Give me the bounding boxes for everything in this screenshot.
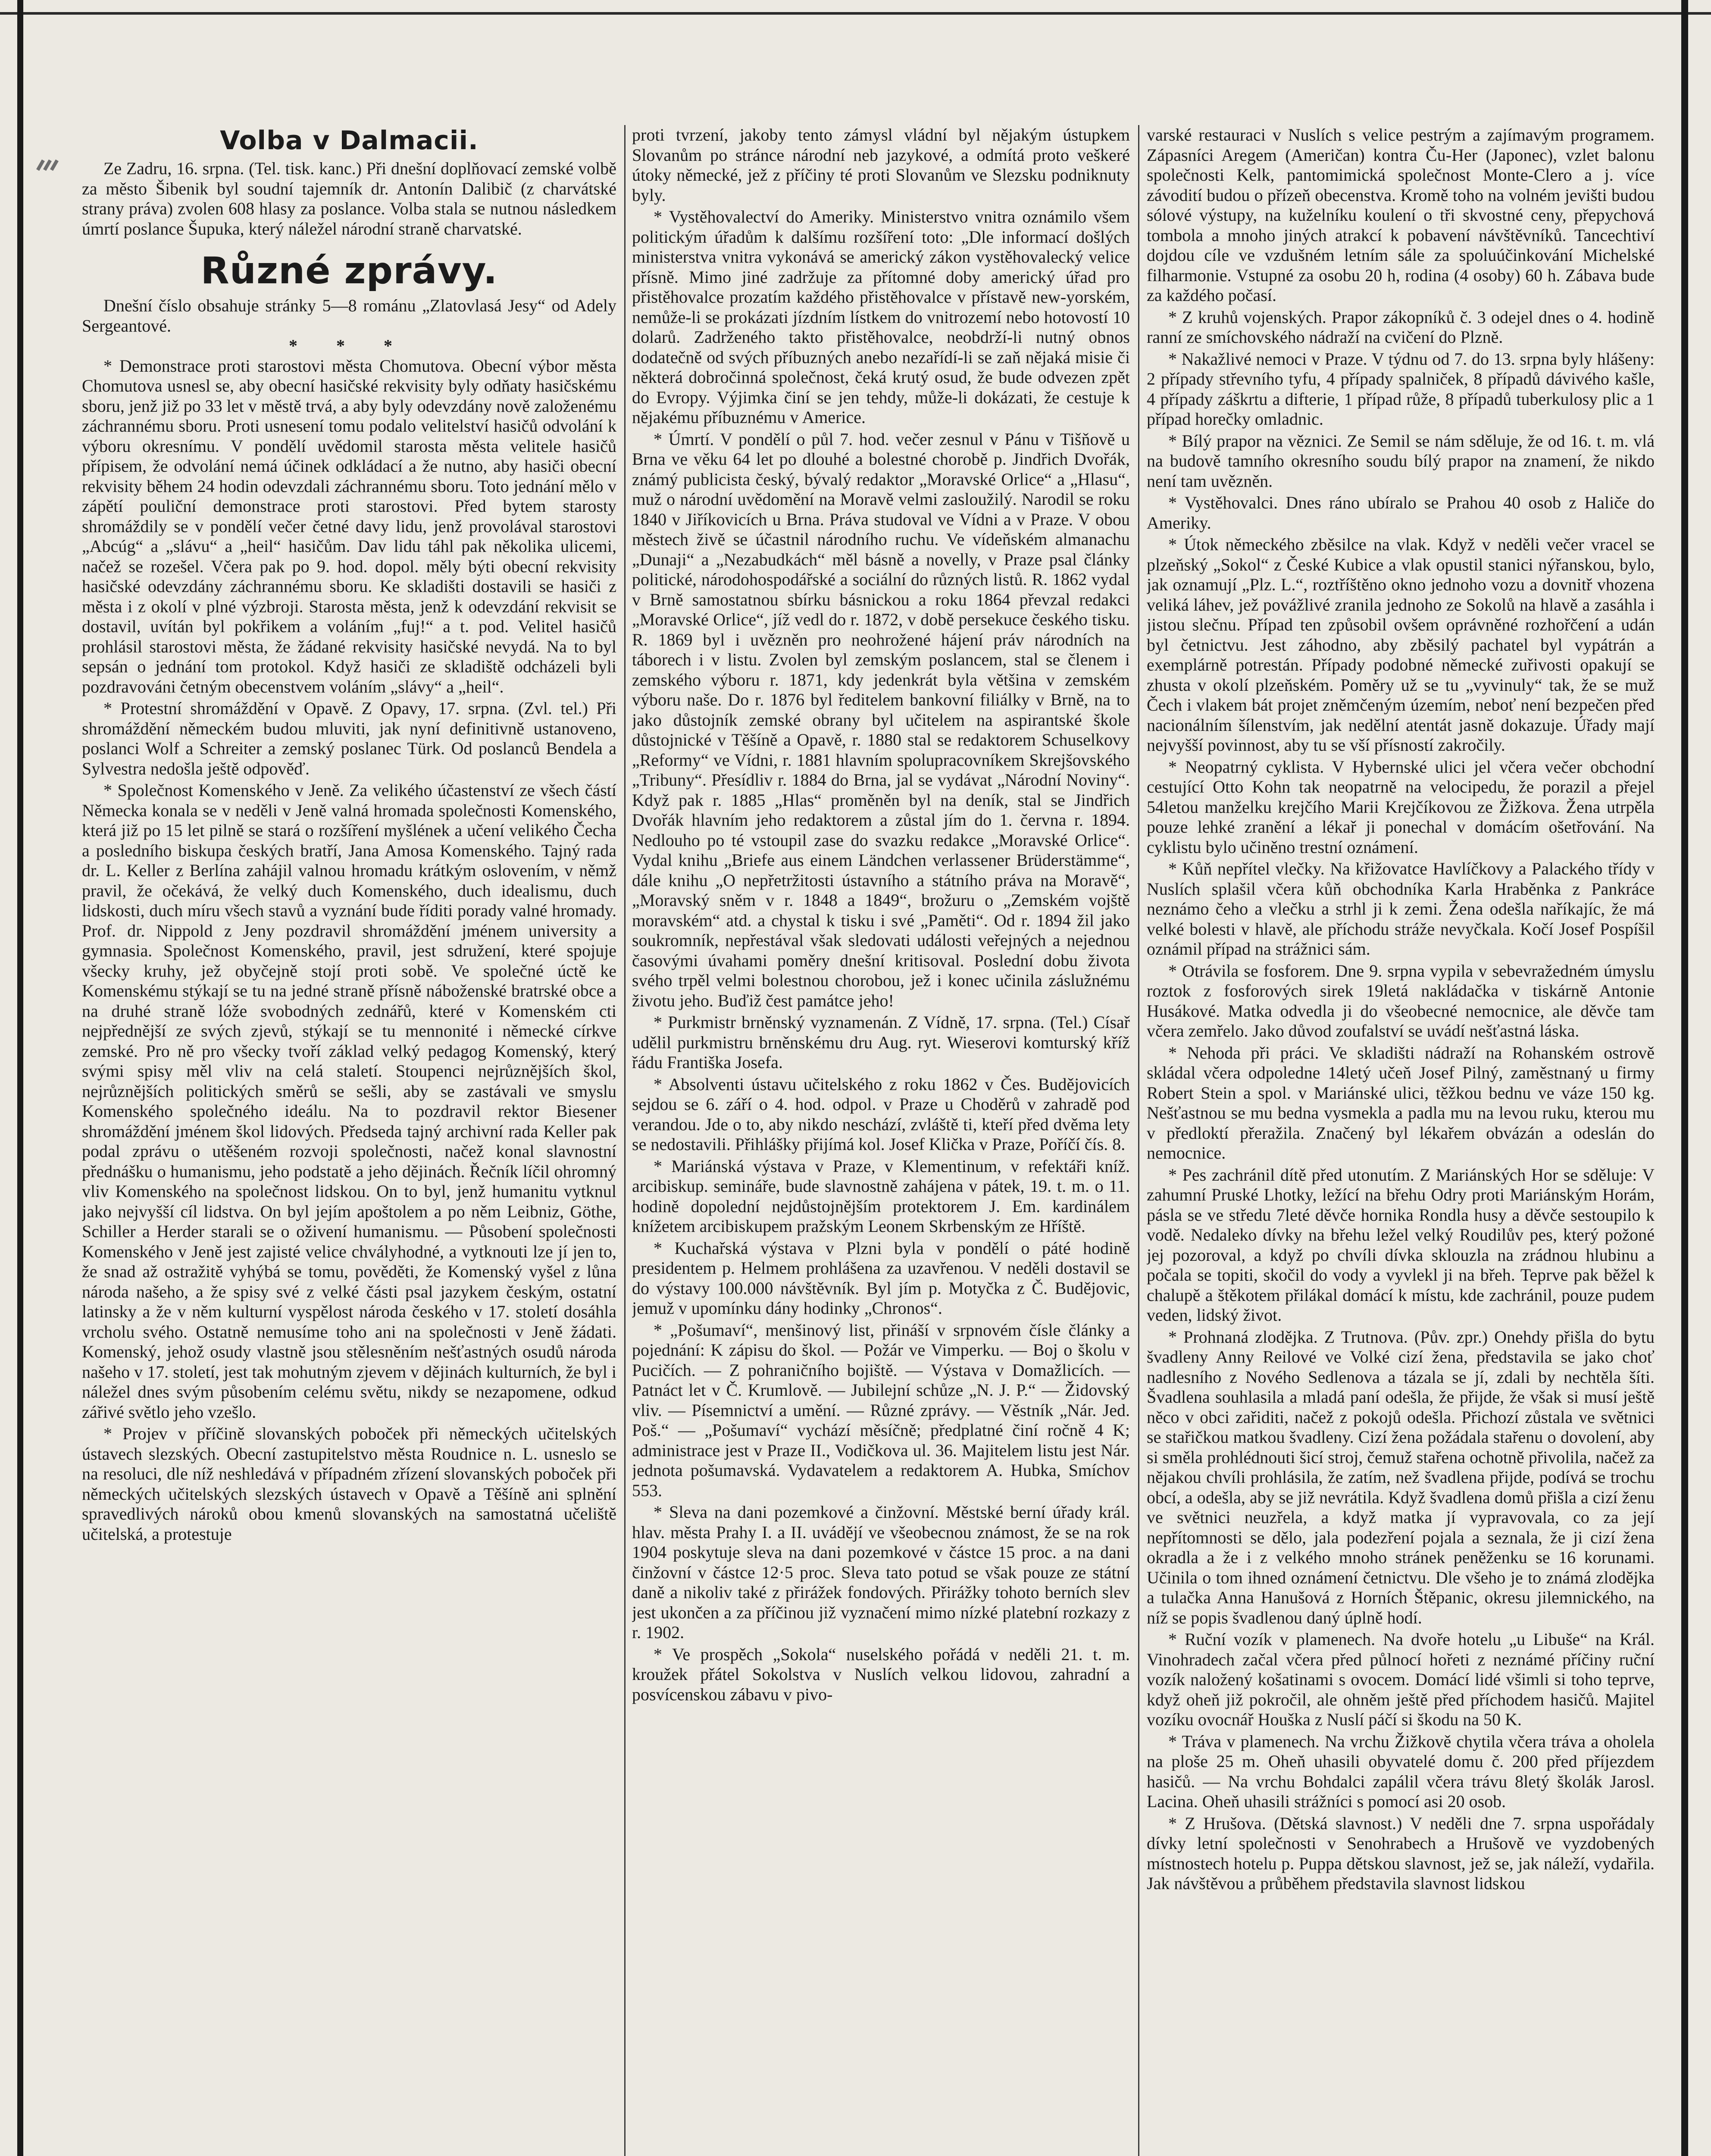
article-vystehovalci: * Vystěhovalci. Dnes ráno ubíralo se Prahou 40 osob z Haliče do Ameriky. bbox=[1147, 493, 1655, 533]
article-nehoda-pri-praci: * Nehoda při práci. Ve skladišti nádraží na Rohanském ostrově skládal včera odpoledne 14letý učeň Josef Pilný, zaměstnaný u firmy Robert Stein a spol. v Mariánské ulici, těžkou bednu ve váze 150 kg. Nešťastnou se mu bedna vysmekla a padla mu na levou ruku, kterou mu v předloktí přeražila. Značený byl lékařem obvázán a odeslán do nemocnice. bbox=[1147, 1043, 1655, 1163]
article-rucni-vozik: * Ruční vozík v plamenech. Na dvoře hotelu „u Libuše“ na Král. Vinohradech začal včera před půlnocí hořeti z neznámé příčiny ruční vozík naložený košatinami s ovocem. Domácí lidé všimli si toho teprve, když oheň již pokročil, ale ohněm ještě před příchodem hasičů. Majitel vozíku ovocnář Houška z Nuslí páčí si škodu na 50 K. bbox=[1147, 1630, 1655, 1729]
article-komensky-jena: * Společnost Komenského v Jeně. Za velikého účastenství ze všech částí Německa konala se v neděli v Jeně valná hromada společnosti Komenského, která již po 15 let pilně se stará o rozšíření myšlének a učení velikého Čecha a posledního biskupa českých bratří, Jana Amosa Komenského. Tajný rada dr. L. Keller z Berlína zahájil valnou hromadu krátkým oslovením, v němž pravil, že očekává, že velký duch Komenského, duch idealismu, duch lidskosti, duch míru všech stavů a vyznání bude říditi porady valné hromady. Prof. dr. Nippold z Jeny pozdravil shromáždění jménem university a gymnasia. Společnost Komenského, pravil, jest sdružení, které spojuje všecky kruhy, jež obyčejně stojí proti sobě. Ve společné úctě ke Komenskému stýkají se tu na jedné straně přísně náboženské bratrské obce a na druhé straně lóže svobodných zednářů, které v Komenském cti nejpřednější ze svých zjevů, stýkají se tu mennonité i německé církve zemské. Pro ně pro všecky tvoří základ velký pedagog Komenský, který svými spisy měl vliv na celá staletí. Stoupenci nejrůznějších škol, nejrůznějších politických směrů se sešli, aby se zastávali ve smyslu Komenského společného ideálu. Na to pozdravil rektor Biesener shromáždění jménem škol lidových. Předseda tajný archivní rada Keller pak podal zprávu o utěšeném rozvoji společnosti, načež konal slavnostní přednášku o humanismu, jeho podstatě a jeho dějinách. Řečník líčil ohromný vliv Komenského na společnost lidskou. On to byl, jenž humanitu vytknul jako nejvyšší cíl lidstva. On byl jejím apoštolem a po něm Leibniz, Göthe, Schiller a Herder starali se o oživení humanismu. — Působení společnosti Komenského v Jeně jest zajisté velice chvályhodné, a vytknouti lze jí jen to, že snad až ostražitě vyhýbá se tomu, pověděti, že Komenský vyšel z lůna národa našeho, a že spisy své z velké části psal jazykem českým, ostatní latinsky a že v něm kulturní vyspělost národa českého v 17. století dosáhla vrcholu svého. Ostatně nemusíme toho ani na společnosti v Jeně žádati. Komenský, jehož osudy vlastně jsou stělesněním nešťastných osudů národa našeho v 17. století, jest tak mohutným zjevem v dějinách kulturních, že byl i náležel dnes svým působením celému světu, nikdy se nezapomene, odkud zářivé světlo jeho vzešlo. bbox=[82, 780, 616, 1422]
article-sleva-na-dani: * Sleva na dani pozemkové a činžovní. Městské berní úřady král. hlav. města Prahy I. a II. uvádějí ve všeobecnou známost, že se na rok 1904 poskytuje sleva na dani pozemkové v částce 15 proc. a na dani činžovní v částce 12·5 proc. Sleva tato potud se však pouze ze státní daně a nikoliv také z přirážek fondových. Přirážky tohoto berních slev jest ukončen a za příčinou již vyznačení mimo nízké platební rozkazy z r. 1902. bbox=[632, 1502, 1130, 1642]
article-umrti: * Úmrtí. V pondělí o půl 7. hod. večer zesnul v Pánu v Tišňově u Brna ve věku 64 let po dlouhé a bolestné chorobě p. Jindřich Dvořák, známý publicista český, bývalý redaktor „Moravské Orlice“ a „Hlasu“, muž o národní uvědomění na Moravě velmi zasloužilý. Narodil se roku 1840 v Jiříkovicích u Brna. Práva studoval ve Vídni a v Praze. V obou městech živě se účastnil národního ruchu. Ve vídeňském almanachu „Dunaji“ a „Nezabudkách“ měl básně a novelly, v Praze psal články politické, národohospodářské a sociální do různých listů. R. 1862 vydal v Brně samostatnou sbírku básnickou a roku 1864 převzal redakci „Moravské Orlice“, jíž vedl do r. 1872, v době persekuce českého tisku. R. 1869 byl i uvězněn pro neohrožené hájení práv národních na táborech i v listu. Zvolen byl zemským poslancem, stal se členem i zemského výboru r. 1871, kdy jedenkrát byla většina v zemském výboru naše. Do r. 1876 byl ředitelem bankovní filiálky v Brně, na to jako důstojník zemské obrany byl učitelem na aspirantské škole důstojnické v Těšíně a Opavě, r. 1880 stal se redaktorem Schuselkovy „Reformy“ ve Vídni, r. 1881 hlavním spolupracovníkem Skrejšovského „Tribuny“. Přesídliv r. 1884 do Brna, jal se vydávat „Národní Noviny“. Když pak r. 1885 „Hlas“ proměněn byl na deník, stal se Jindřich Dvořák hlavním jeho redaktorem a zůstal jím do 1. června r. 1894. Nedlouho po té vstoupil zase do svazku redakce „Moravské Orlice“. Vydal knihu „Briefe aus einem Ländchen verlassener Brüderstämme“, dále knihu „O nepřetržitosti ústavního a státního práva na Moravě“, „Moravský sněm v r. 1848 a 1849“, brožuru o „Zemském vojště moravském“ atd. a chystal k tisku i své „Paměti“. Od r. 1894 žil jako soukromník, nepřestával však sledovati události veřejných a nejednou časovými úvahami poměry dnešní kritisoval. Poslední dobu života svého trpěl velmi bolestnou chorobou, jež i konec učinila záslužnému životu jeho. Buďiž čest památce jeho! bbox=[632, 429, 1130, 1010]
article-nakazlive-nemoci: * Nakažlivé nemoci v Praze. V týdnu od 7. do 13. srpna byly hlášeny: 2 případy střevního tyfu, 4 případy spalniček, 8 případů dávivého kašle, 4 případy záškrtu a difterie, 1 případ růže, 8 případů tuberkulosy plic a 1 případ horečky omladnic. bbox=[1147, 349, 1655, 429]
article-hrusov: * Z Hrušova. (Dětská slavnost.) V neděli dne 7. srpna uspořádaly dívky letní společnosti v Senohrabech a Hrušově ve vyzdobených místnostech hotelu p. Puppa dětskou slavnost, jež se, jak náleží, vydařila. Jak návštěvou a průběhem představila slavnost lidskou bbox=[1147, 1813, 1655, 1893]
article-sokol-nusle: * Ve prospěch „Sokola“ nuselského pořádá v neděli 21. t. m. kroužek přátel Sokolstva v Nuslích velkou lidovou, zahradní a posvícenskou zábavu v pivo- bbox=[632, 1644, 1130, 1704]
article-kucharska-vystava: * Kuchařská výstava v Plzni byla v pondělí o páté hodině presidentem p. Helmem prohlášena za uzavřenou. V neděli dostavil se do výstavy 100.000 návštěvník. Byl jím p. Motyčka z Č. Budějovic, jemuž v upomínku dány hodinky „Chronos“. bbox=[632, 1238, 1130, 1318]
column-divider bbox=[624, 125, 626, 2156]
article-kruhy-vojenske: * Z kruhů vojenských. Prapor zákopníků č. 3 odejel dnes o 4. hodině ranní ze smíchovského nádraží na cvičení do Plzně. bbox=[1147, 307, 1655, 347]
article-opava: * Protestní shromáždění v Opavě. Z Opavy, 17. srpna. (Zvl. tel.) Při shromáždění německém budou mluviti, jak nyní definitivně ustanoveno, poslanci Wolf a Schreiter a zemský poslanec Türk. Od poslanců Bendela a Sylvestra nedošla ještě odpověď. bbox=[82, 699, 616, 778]
article-vystehovalectvi: * Vystěhovalectví do Ameriky. Ministerstvo vnitra oznámilo všem politickým úřadům k dalšímu rozšíření toto: „Dle informací došlých ministerstva vnitra vykonává se americký zákon vystěhovalecký velice přísně. Mimo jiné zadržuje za přítomné doby americký úřad pro přistěhovalce prozatím každého přistěhovalce v přístavě new-yorském, nemůže-li se prokázati jízdním lístkem do vnitrozemí nebo hotovostí 10 dolarů. Zadrženého takto přistěhovalce, neobdrží-li nutný obnos dodatečně od svých příbuzných anebo nezařídí-li se zaň nějaká misie či některá dobročinná společnost, čeká krutý osud, že bude odvezen zpět do Evropy. Výjimka činí se jen tehdy, může-li dokázati, že cestuje k nějakému příbuznému v Americe. bbox=[632, 207, 1130, 427]
section-separator-stars: * * * bbox=[289, 336, 410, 355]
article-slovanske-pobocky: * Projev v příčině slovanských poboček při německých učitelských ústavech slezských. Obecní zastupitelstvo města Roudnice n. L. usneslo se na resoluci, dle níž neshledává v případném zřízení slovanských poboček při německých učitelských slezských ústavech v Opavě a Těšíně ani splnění spravedlivých nároků obou kmenů slovanských na samostatná učeliště učitelská, a protestuje bbox=[82, 1424, 616, 1544]
article-marianska-vystava: * Mariánská výstava v Praze, v Klementinum, v refektáři kníž. arcibiskup. semináře, bude slavnostně zahájena v pátek, 19. t. m. o 11. hodině dopolední nejdůstojnějším protektorem J. Em. kardinálem knížetem arcibiskupem pražským Leonem Skrbenským ze Hříště. bbox=[632, 1156, 1130, 1236]
section-title-ruzne-zpravy: Různé zprávy. bbox=[200, 249, 498, 292]
article-cyklista: * Neopatrný cyklista. V Hybernské ulici jel včera večer obchodní cestující Otto Kohn tak neopatrně na velocipedu, že porazil a přejel 54letou manželku krejčího Marii Krejčíkovou ze Žižkova. Žena utrpěla pouze lehké zranění a lékař ji ponechal v domácím ošetřování. Na cyklistu bylo učiněno trestní oznámení. bbox=[1147, 757, 1655, 857]
top-rule bbox=[0, 12, 1711, 15]
article-volba: Ze Zadru, 16. srpna. (Tel. tisk. kanc.) Při dnešní doplňovací zemské volbě za město Šibenik byl soudní tajemník dr. Antonín Dalibič (z charvátské strany práva) zvolen 608 hlasy za poslance. Volba stala se nutnou následkem úmrtí poslance Šupuka, který náležel národní straně charvatské. bbox=[82, 159, 616, 238]
article-trava: * Tráva v plamenech. Na vrchu Žižkově chytila včera tráva a oholela na ploše 25 m. Oheň uhasili obyvatelé domu č. 200 před příjezdem hasičů. — Na vrchu Bohdalci zapálil včera trávu 8letý školák Jarosl. Lacina. Oheň uhasili strážníci s pomocí asi 20 osob. bbox=[1147, 1731, 1655, 1811]
column-3 bbox=[1147, 125, 1655, 2156]
article-pes-zachranil: * Pes zachránil dítě před utonutím. Z Mariánských Hor se sděluje: V zahumní Pruské Lhotky, ležící na břehu Odry proti Mariánským Horám, pásla se ve středu 7leté děvče hornika Rondla husy a děvče sestoupilo k vodě. Nedaleko dívky na břehu ležel velký Roudilův pes, který požoné jej pozoroval, a když po chvíli dívka sklouzla na zrádnou hlubinu a počala se topiti, skočil do vody a vyvlekl ji na břeh. Teprve pak běžel k chalupě a štěkotem přilákal domácí k místu, kde zachránil, pouze pudem veden, lidský život. bbox=[1147, 1165, 1655, 1325]
article-chomutov: * Demonstrace proti starostovi města Chomutova. Obecní výbor města Chomutova usnesl se, aby obecní hasičské rekvisity byly odňaty hasičskému sboru, jenž již po 33 let v městě trvá, a aby byly odevzdány nově založenému záchrannému sboru. Proti usnesení tomu podalo velitelství hasičů odvolání k výboru okresnímu. V pondělí uvědomil starosta města velitele hasičů přípisem, že odvolání nemá účinek odkládací a že nutno, aby hasiči obecní rekvisity během 24 hodin odevzdali záchrannému sboru. Toto jednání mělo v zápětí pouliční demonstrace proti starostovi. Před bytem starosty shromáždily se v pondělí večer četné davy lidu, jenž provolával starostovi „Abcúg“ a „slávu“ a „heil“ hasičům. Dav lidu táhl pak několika ulicemi, načež se rozešel. Včera pak po 9. hod. dopol. měly býti obecní rekvisity hasičské odevzdány záchrannému sboru. Ke skladišti dostavili se hasiči z města i z okolí v plné výzbroji. Starosta města, jenž k odevzdání rekvisit se dostavil, uvítán byl pokřikem a voláním „fuj!“ a t. pod. Velitel hasičů prohlásil starostovi města, že žádané rekvisity hasičské nevydá. Na to byl sepsán o jednání tom protokol. Když hasiči ze skladiště odcházeli byli pozdravováni četným obecenstvem voláním „slávy“ a „heil“. bbox=[82, 356, 616, 696]
article-absolventi: * Absolventi ústavu učitelského z roku 1862 v Čes. Budějovicích sejdou se 6. září o 4. hod. odpol. v Praze u Choděrů v zahradě pod verandou. Jde o to, aby nikdo neschází, zvláště ti, kteří před dvěma lety se nedostavili. Přihlášky přijímá kol. Josef Klička v Praze, Poříčí čís. 8. bbox=[632, 1074, 1130, 1154]
column-2 bbox=[632, 125, 1130, 2156]
column-divider bbox=[1138, 125, 1139, 2156]
article-otravila-se: * Otrávila se fosforem. Dne 9. srpna vypila v sebevražedném úmyslu roztok z fosforových sirek 19letá nakládačka v tiskárně Antonie Husákové. Matka odvedla ji do všeobecné nemocnice, ale děvče tam včera zemřelo. Jako důvod zoufalství se uvádí nešťastná láska. bbox=[1147, 961, 1655, 1040]
margin-marks bbox=[36, 155, 62, 207]
column-1 bbox=[82, 125, 616, 2156]
article-continuation: varské restauraci v Nuslích s velice pestrým a zajímavým programem. Zápasníci Aregem (Američan) kontra Ču-Her (Japonec), vzlet balonu společnosti Kelk, pantomimická společnost Monte-Clero a j. více závodití budou o přízeň obecenstva. Kromě toho na volném jevišti budou sólové výstupy, na kuželníku koulení o tři skvostné ceny, přepychová tombola a mnoho jiných atrakcí k pobavení návštěvníků. Tancechtiví dojdou cíle ve vzdušném letním sále za spoluúčinkování Michelské filharmonie. Vstupné za osobu 20 h, rodina (4 osoby) 60 h. Zábava bude za každého počasí. bbox=[1147, 125, 1655, 305]
heading-volba-v-dalmacii: Volba v Dalmacii. bbox=[220, 125, 479, 156]
left-margin-rule bbox=[17, 0, 23, 2156]
intro-notice: Dnešní číslo obsahuje stránky 5—8 románu „Zlatovlasá Jesy“ od Adely Sergeantové. bbox=[82, 296, 616, 335]
article-utok-na-vlak: * Útok německého zběsilce na vlak. Když v neděli večer vracel se plzeňský „Sokol“ z České Kubice a vlak opustil stanici nýřanskou, bylo, jak oznamují „Plz. L.“, roztříštěno okno jednoho vozu a dovnitř vhozena veliká láhev, jež povážlivé zranila jednoho ze Sokolů na hlavě a zasáhla i jistou slečnu. Případ ten způsobil ovšem oprávněné rozhořčení a udán byl četnictvu. Jest záhodno, aby zběsilý pachatel byl vypátrán a exemplárně potrestán. Případy podobné německé zuřivosti opakují se zhusta v okolí plzeňském. Poměry už se tu „vyvinuly“ tak, že se muž Čech i vlakem bát projet zněmčeným územím, neboť není bezpečen před nacionálním šílenstvím, jak nedělní atentát jasně dokazuje. Úřady mají nejvyšší povinnost, aby tu se vší přísností zakročily. bbox=[1147, 535, 1655, 755]
article-zlodejka: * Prohnaná zlodějka. Z Trutnova. (Pův. zpr.) Onehdy přišla do bytu švadleny Anny Reilové ve Volké cizí žena, představila se jako choť nadlesního z Nového Sedlenova a tázala se jí, zdali by nechtěla šíti. Švadlena souhlasila a mladá paní odešla, že přijde, že však si musí ještě něco v obci zařiditi, načež z pokojů odešla. Přichozí zůstala ve světnici se stařičkou matkou švadleny. Cizí žena požádala stařenu o dovolení, aby si směla prohlédnouti šicí stroj, čemuž stařena ochotně přivolila, načež za nějakou chvíli prohlásila, že zatím, než švadlena přijde, podívá se trochu obcí, a odešla, aby se již nevrátila. Když švadlena domů přišla a cizí ženu ve světnici neuzřela, a když matka jí vypravovala, co za její nepřítomnosti se dělo, jala podezření pojala a seznala, že ji cizí žena okradla a že i z velkého mnoho stránek peněženku se 16 korunami. Učinila o tom ihned oznámení četnictvu. Dle všeho je to známá zlodějka a tulačka Anna Hanušová z Horních Štěpanic, okresu jilemnického, na níž se popis švadlenou daný úplně hodí. bbox=[1147, 1327, 1655, 1627]
article-bily-prapor: * Bílý prapor na věznici. Ze Semil se nám sděluje, že od 16. t. m. vlá na budově tamního okresního soudu bílý prapor na znamení, že nikdo není tam uvězněn. bbox=[1147, 431, 1655, 491]
right-margin-rule bbox=[1681, 0, 1688, 2156]
article-continuation: proti tvrzení, jakoby tento zámysl vládní byl nějakým ústupkem Slovanům po stránce národní neb jazykové, a odmítá proto veškeré útoky německé, jež z příčiny té proti Slovanům ve Slezsku podniknuty byly. bbox=[632, 125, 1130, 205]
article-kun-vlecky: * Kůň nepřítel vlečky. Na křižovatce Havlíčkovy a Palackého třídy v Nuslích splašil včera kůň obchodníka Karla Hraběnka z Pankráce neznámo čeho a vlečku a strhl ji k zemi. Žena odešla naříkajíc, že má velké bolesti v hlavě, ale příchodu stráže nevyčkala. Kočí Josef Pospíšil oznámil případ na strážnici sám. bbox=[1147, 859, 1655, 959]
article-purkmistr: * Purkmistr brněnský vyznamenán. Z Vídně, 17. srpna. (Tel.) Císař udělil purkmistru brněnskému dru Aug. ryt. Wieserovi komturský kříž řádu Františka Josefa. bbox=[632, 1012, 1130, 1072]
article-posumavi: * „Pošumaví“, menšinový list, přináší v srpnovém čísle články a pojednání: K zápisu do škol. — Požár ve Vimperku. — Boj o školu v Pucičích. — Z pohraničního bojiště. — Výstava v Domažlicích. — Patnáct let v Č. Krumlově. — Jubilejní schůze „N. J. P.“ — Židovský vliv. — Písemnictví a umění. — Různé zprávy. — Věstník „Nár. Jed. Poš.“ — „Pošumaví“ vychází měsíčně; předplatné činí ročně 4 K; administrace jest v Praze II., Vodičkova ul. 36. Majitelem listu jest Nár. jednota pošumavská. Vydavatelem a redaktorem A. Hubka, Smíchov 553. bbox=[632, 1320, 1130, 1500]
